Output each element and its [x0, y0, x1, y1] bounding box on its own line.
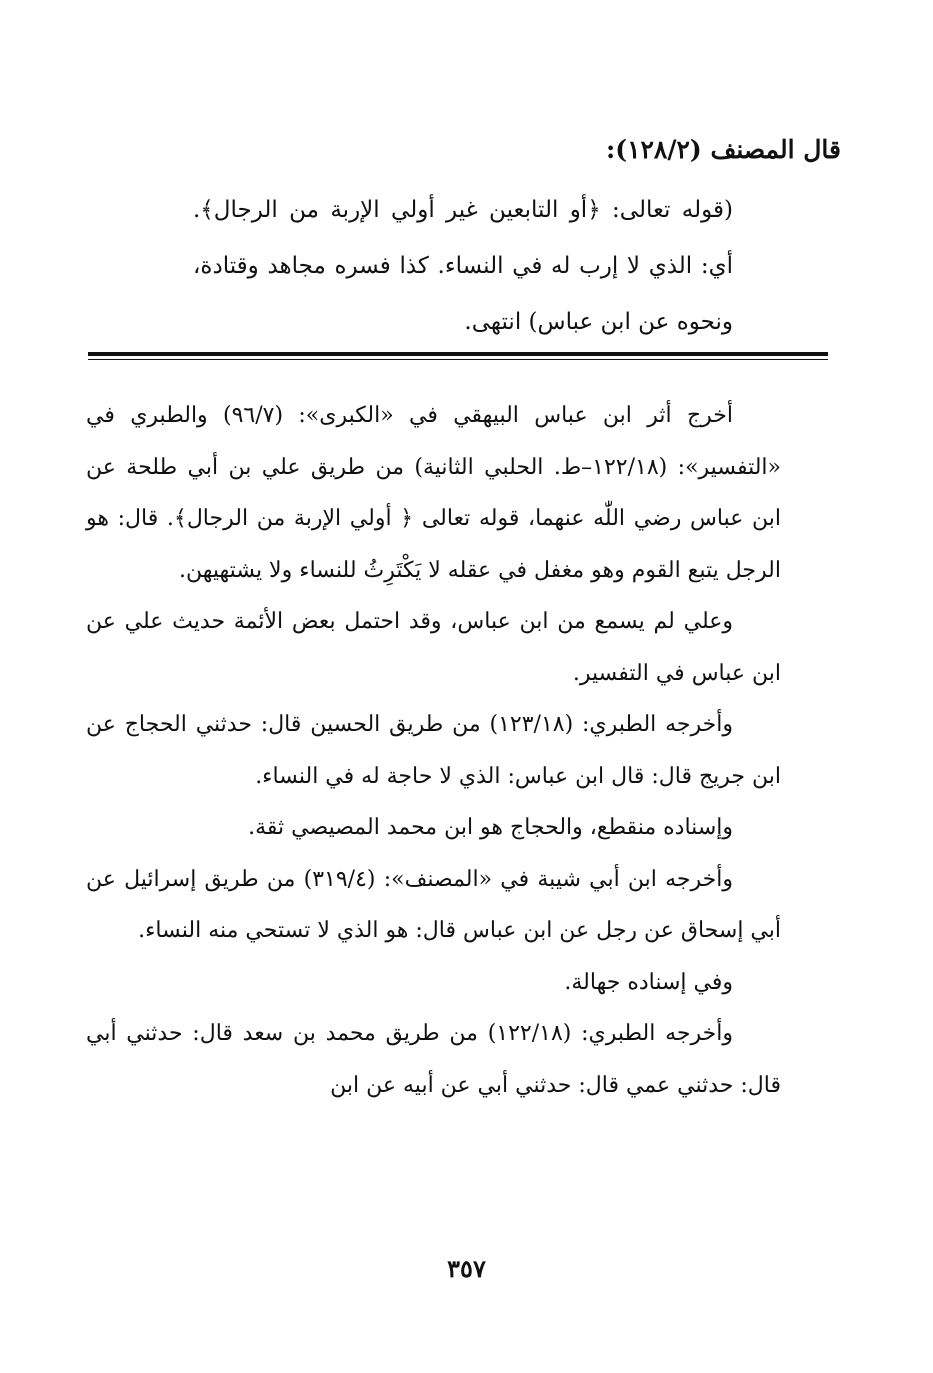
section-heading: قال المصنف (١٢٨/٢): — [606, 135, 841, 164]
footnote-paragraph: وأخرجه الطبري: (١٢٣/١٨) من طريق الحسين قال: حدثني الحجاج عن ابن جريج قال: قال ابن عباس: الذي لا حاجة له في النساء. — [86, 712, 781, 789]
footnotes-section — [86, 390, 781, 1111]
footnote-divider — [88, 352, 828, 360]
footnote-paragraph: وأخرجه ابن أبي شيبة في «المصنف»: (٣١٩/٤) من طريق إسرائيل عن أبي إسحاق عن رجل عن ابن عباس قال: هو الذي لا تستحي منه النساء. — [86, 866, 781, 943]
footnote-paragraph: وعلي لم يسمع من ابن عباس، وقد احتمل بعض الأئمة حديث علي عن ابن عباس في التفسير. — [86, 609, 781, 686]
footnote-paragraph: وأخرجه الطبري: (١٢٢/١٨) من طريق محمد بن سعد قال: حدثني أبي قال: حدثني عمي قال: حدثني أبي عن أبيه عن ابن — [86, 1021, 781, 1098]
quoted-passage: (قوله تعالى: ﴿أو التابعين غير أولي الإربة من الرجال﴾. أي: الذي لا إرب له في النساء. كذا فسره مجاهد وقتادة، ونحوه عن ابن عباس) انتهى. — [193, 197, 733, 335]
page-number: ٣٥٧ — [447, 1254, 486, 1283]
footnote-paragraph: وفي إسناده جهالة. — [564, 969, 733, 995]
divider-thin-line — [88, 359, 828, 360]
divider-thick-line — [88, 352, 828, 356]
footnote-paragraph: وإسناده منقطع، والحجاج هو ابن محمد المصيصي ثقة. — [248, 815, 733, 840]
footnote-paragraph: أخرج أثر ابن عباس البيهقي في «الكبرى»: (٩٦/٧) والطبري في «التفسير»: (١٢٢/١٨–ط. الحلبي الثانية) من طريق علي بن أبي طلحة عن ابن عباس رضي اللّٰه عنهما، قوله تعالى ﴿ أولي الإربة من الرجال﴾. قال: هو الرجل يتبع القوم وهو مغفل في عقله لا يَكْتَرِثُ للنساء ولا يشتهيهن. — [86, 403, 781, 583]
